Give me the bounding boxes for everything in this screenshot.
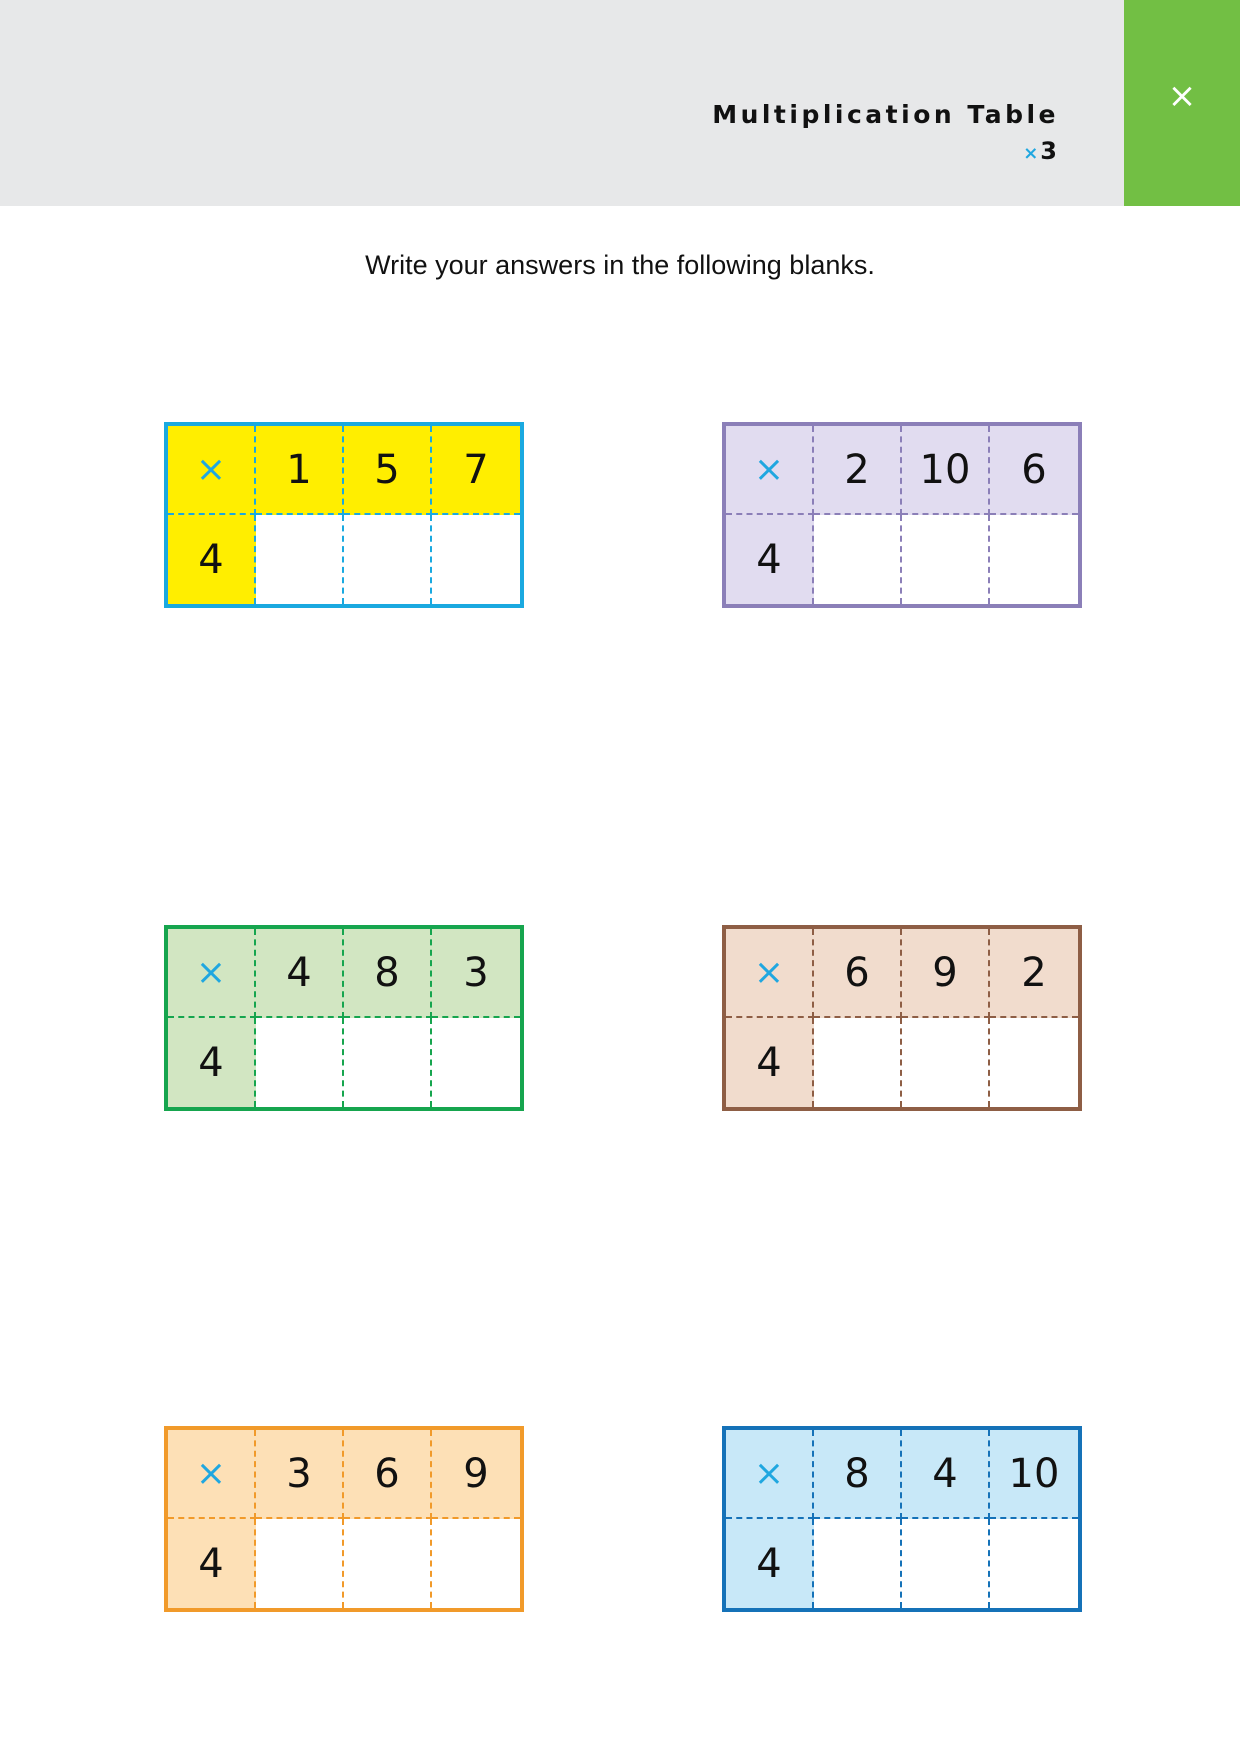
header-number: 6 bbox=[990, 426, 1078, 515]
answer-blank[interactable] bbox=[256, 1018, 344, 1107]
multiplication-grid bbox=[164, 925, 524, 1111]
answer-blank[interactable] bbox=[256, 515, 344, 604]
page-title: Multiplication Table bbox=[712, 100, 1059, 129]
answer-blank[interactable] bbox=[902, 1018, 990, 1107]
instruction-text: Write your answers in the following blanks. bbox=[365, 250, 875, 280]
multiplier-number: 4 bbox=[726, 1519, 814, 1608]
answer-blank[interactable] bbox=[432, 1018, 520, 1107]
header-number: 1 bbox=[256, 426, 344, 515]
multiplier-number: 4 bbox=[726, 1018, 814, 1107]
header-number: 2 bbox=[814, 426, 902, 515]
table-number-value: 3 bbox=[1040, 137, 1057, 165]
answer-blank[interactable] bbox=[990, 1519, 1078, 1608]
header-number: 2 bbox=[990, 929, 1078, 1018]
answer-blank[interactable] bbox=[344, 1519, 432, 1608]
times-icon: × bbox=[168, 929, 256, 1018]
multiplication-grid bbox=[164, 422, 524, 608]
header-number: 7 bbox=[432, 426, 520, 515]
answer-blank[interactable] bbox=[814, 1018, 902, 1107]
header-number: 3 bbox=[256, 1430, 344, 1519]
table-number bbox=[1023, 137, 1057, 165]
times-icon: × bbox=[726, 426, 814, 515]
header-number: 8 bbox=[344, 929, 432, 1018]
times-icon: × bbox=[726, 1430, 814, 1519]
header-number: 3 bbox=[432, 929, 520, 1018]
header-number: 6 bbox=[814, 929, 902, 1018]
times-icon: × bbox=[1023, 143, 1039, 164]
header-number: 4 bbox=[902, 1430, 990, 1519]
answer-blank[interactable] bbox=[432, 515, 520, 604]
answer-blank[interactable] bbox=[902, 515, 990, 604]
multiplication-grid bbox=[722, 925, 1082, 1111]
answer-blank[interactable] bbox=[990, 1018, 1078, 1107]
header-number: 10 bbox=[902, 426, 990, 515]
header-number: 9 bbox=[902, 929, 990, 1018]
times-icon: × bbox=[168, 1430, 256, 1519]
multiplication-grid bbox=[164, 1426, 524, 1612]
header-number: 6 bbox=[344, 1430, 432, 1519]
answer-blank[interactable] bbox=[814, 515, 902, 604]
header-number: 5 bbox=[344, 426, 432, 515]
answer-blank[interactable] bbox=[256, 1519, 344, 1608]
answer-blank[interactable] bbox=[814, 1519, 902, 1608]
header-number: 9 bbox=[432, 1430, 520, 1519]
answer-blank[interactable] bbox=[902, 1519, 990, 1608]
header-number: 10 bbox=[990, 1430, 1078, 1519]
multiplier-number: 4 bbox=[726, 515, 814, 604]
multiplication-grid bbox=[722, 1426, 1082, 1612]
close-icon: × bbox=[1167, 76, 1197, 116]
times-icon: × bbox=[168, 426, 256, 515]
multiplier-number: 4 bbox=[168, 1018, 256, 1107]
multiplier-number: 4 bbox=[168, 515, 256, 604]
answer-blank[interactable] bbox=[344, 1018, 432, 1107]
answer-blank[interactable] bbox=[344, 515, 432, 604]
multiplication-grid bbox=[722, 422, 1082, 608]
header-number: 4 bbox=[256, 929, 344, 1018]
times-icon: × bbox=[726, 929, 814, 1018]
answer-blank[interactable] bbox=[432, 1519, 520, 1608]
answer-blank[interactable] bbox=[990, 515, 1078, 604]
header-number: 8 bbox=[814, 1430, 902, 1519]
multiplier-number: 4 bbox=[168, 1519, 256, 1608]
